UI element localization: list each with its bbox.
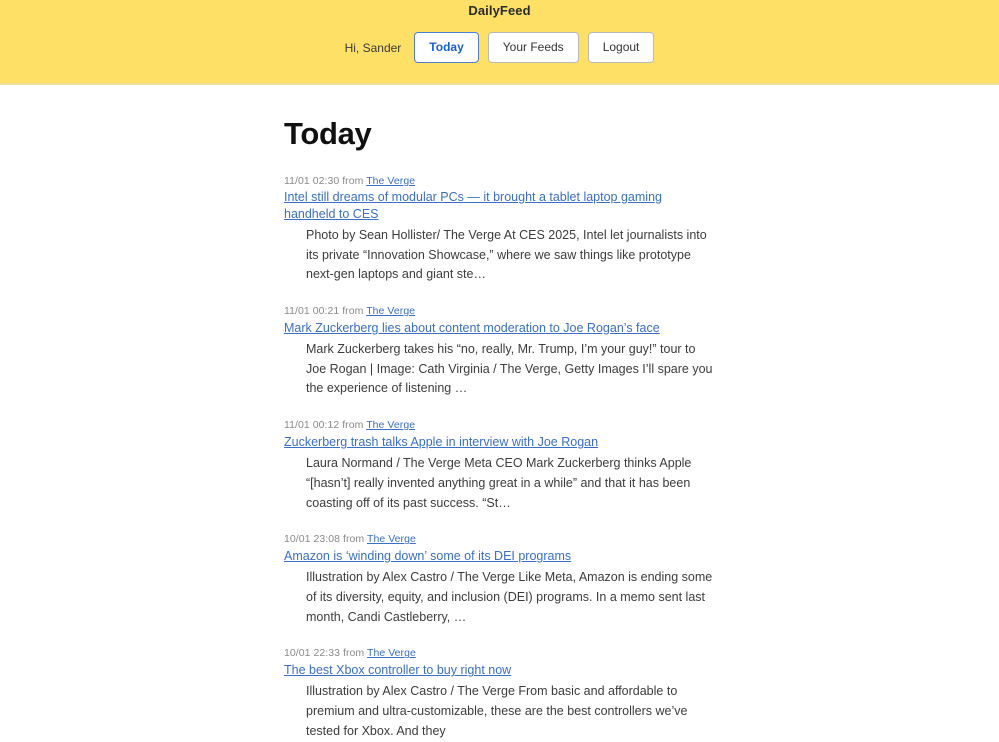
user-greeting: Hi, Sander bbox=[344, 40, 402, 55]
entry-title-link[interactable]: The best Xbox controller to buy right now bbox=[284, 663, 512, 678]
entry-description: Mark Zuckerberg takes his “no, really, Mr. Trump, I’m your guy!” tour to Joe Rogan | Image: Cath Virginia / The Verge, Getty Images I’ll spare you the experience of listening … bbox=[306, 341, 713, 396]
entry-from-label: from bbox=[342, 419, 364, 432]
entry-source-link[interactable]: The Verge bbox=[366, 305, 416, 317]
feed-entry bbox=[284, 419, 716, 513]
nav-button-today[interactable]: Today bbox=[414, 32, 478, 63]
feed-entry bbox=[284, 175, 716, 285]
site-title: DailyFeed bbox=[468, 3, 531, 18]
feed-entry bbox=[284, 305, 716, 399]
entry-description: Illustration by Alex Castro / The Verge From basic and affordable to premium and ultra-customizable, these are the best controllers we’ve tested for Xbox. And they bbox=[306, 684, 688, 738]
nav-button-logout[interactable]: Logout bbox=[588, 32, 655, 63]
nav-button-your-feeds[interactable]: Your Feeds bbox=[488, 32, 579, 63]
entry-timestamp: 11/01 00:21 bbox=[284, 305, 340, 317]
entry-description: Illustration by Alex Castro / The Verge Like Meta, Amazon is ending some of its diversity, equity, and inclusion (DEI) programs. In a memo sent last month, Candi Castleberry, … bbox=[306, 570, 713, 624]
main-navigation bbox=[0, 32, 999, 63]
main-content bbox=[0, 85, 999, 742]
entry-from-label: from bbox=[343, 647, 365, 660]
entry-from-label: from bbox=[343, 533, 365, 546]
entry-title-link[interactable]: Mark Zuckerberg lies about content moderation to Joe Rogan’s face bbox=[284, 321, 660, 335]
feed-entry bbox=[284, 533, 716, 627]
entry-source-link[interactable]: The Verge bbox=[366, 419, 416, 432]
page-title: Today bbox=[284, 116, 372, 151]
entry-source-link[interactable]: The Verge bbox=[366, 175, 416, 187]
entry-description: Photo by Sean Hollister/ The Verge At CES 2025, Intel let journalists into its private “Innovation Showcase,” where we saw things like prototype next-gen laptops and giant ste… bbox=[306, 227, 707, 282]
entry-from-label: from bbox=[342, 175, 364, 187]
entry-title-link[interactable]: Intel still dreams of modular PCs — it brought a tablet laptop gaming handheld to CES bbox=[284, 190, 662, 221]
entry-timestamp: 10/01 22:33 bbox=[284, 647, 341, 660]
entry-timestamp: 10/01 23:08 bbox=[284, 533, 341, 546]
site-header bbox=[0, 0, 999, 85]
entry-from-label: from bbox=[342, 305, 364, 317]
entry-meta bbox=[284, 305, 716, 317]
entry-meta bbox=[284, 647, 716, 659]
entry-meta bbox=[284, 175, 716, 187]
entry-timestamp: 11/01 00:12 bbox=[284, 419, 340, 432]
entry-source-link[interactable]: The Verge bbox=[366, 533, 416, 546]
entry-description: Laura Normand / The Verge Meta CEO Mark Zuckerberg thinks Apple “[hasn’t] really invented anything great in a while” and that it has been coasting off of its past success. “St… bbox=[306, 456, 692, 510]
feed-entry-list bbox=[284, 175, 716, 742]
entry-meta bbox=[284, 533, 716, 545]
entry-title-link[interactable]: Amazon is ‘winding down’ some of its DEI programs bbox=[284, 549, 572, 564]
entry-timestamp: 11/01 02:30 bbox=[284, 175, 340, 187]
feed-entry bbox=[284, 647, 716, 741]
entry-source-link[interactable]: The Verge bbox=[366, 647, 416, 660]
entry-meta bbox=[284, 419, 716, 431]
entry-title-link[interactable]: Zuckerberg trash talks Apple in interview with Joe Rogan bbox=[284, 435, 599, 450]
